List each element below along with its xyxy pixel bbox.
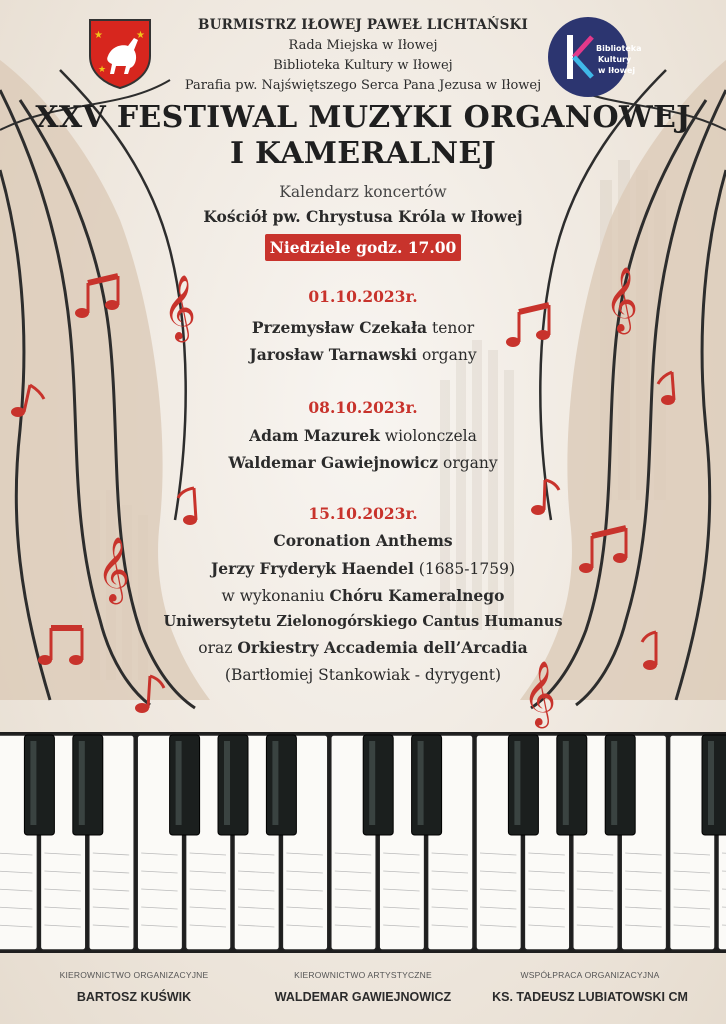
black-key xyxy=(363,735,393,835)
performer-line xyxy=(0,315,726,341)
treble-clef-icon: 𝄞 xyxy=(163,275,197,340)
footer-role-label: WSPÓŁPRACA ORGANIZACYJNA xyxy=(520,970,660,980)
black-key-highlight xyxy=(418,741,424,825)
program-bold: Coronation Anthems xyxy=(273,531,453,550)
performer-instrument: organy xyxy=(438,454,498,472)
performer-instrument: organy xyxy=(417,346,477,364)
footer-person-name: KS. TADEUSZ LUBIATOWSKI CM xyxy=(492,990,688,1004)
logo-text-line: w Iłowej xyxy=(598,66,636,75)
performer-name: Jarosław Tarnawski xyxy=(249,345,418,364)
logo-text-line: Biblioteka xyxy=(596,44,642,53)
black-key xyxy=(412,735,442,835)
program-line xyxy=(0,635,726,661)
black-key xyxy=(218,735,248,835)
black-key-highlight xyxy=(30,741,36,825)
program-rest: (Bartłomiej Stankowiak - dyrygent) xyxy=(224,666,502,684)
footer-person-name: BARTOSZ KUŚWIK xyxy=(76,990,192,1004)
footer-person-name: WALDEMAR GAWIEJNOWICZ xyxy=(274,990,452,1004)
treble-clef-icon: 𝄞 xyxy=(97,537,131,602)
black-key-highlight xyxy=(514,741,520,825)
program-rest: (1685-1759) xyxy=(413,560,516,578)
logo-text-line: Kultury xyxy=(598,55,632,64)
program-line xyxy=(0,662,726,688)
black-key-highlight xyxy=(79,741,85,825)
festival-title-line2: I KAMERALNEJ xyxy=(229,136,497,171)
program-prefix: oraz xyxy=(198,639,238,657)
treble-clef-icon: 𝄞 xyxy=(605,267,639,332)
black-key-highlight xyxy=(708,741,714,825)
performer-name: Adam Mazurek xyxy=(249,426,380,445)
black-key xyxy=(73,735,103,835)
program-prefix: w wykonaniu xyxy=(221,587,330,605)
treble-clef-icon: 𝄞 xyxy=(523,661,557,726)
time-badge: Niedziele godz. 17.00 xyxy=(265,234,461,261)
concert-date: 15.10.2023r. xyxy=(308,504,418,523)
program-line xyxy=(0,609,726,635)
program-line xyxy=(0,556,726,582)
black-key xyxy=(508,735,538,835)
program-bold: Orkiestry Accademia dell’Arcadia xyxy=(237,638,528,657)
organizer-parish: Parafia pw. Najświętszego Serca Pana Jezusa w Iłowej xyxy=(184,78,542,93)
footer-role-label: KIEROWNICTWO ARTYSTYCZNE xyxy=(294,970,432,980)
black-key-highlight xyxy=(611,741,617,825)
black-key xyxy=(266,735,296,835)
black-key-highlight xyxy=(176,741,182,825)
festival-title-line1: XXV FESTIWAL MUZYKI ORGANOWEJ xyxy=(35,100,691,135)
concert-date: 01.10.2023r. xyxy=(308,287,418,306)
performer-name: Waldemar Gawiejnowicz xyxy=(228,453,439,472)
black-key-highlight xyxy=(369,741,375,825)
organizer-mayor: BURMISTRZ IŁOWEJ PAWEŁ LICHTAŃSKI xyxy=(198,17,528,33)
organizer-council: Rada Miejska w Iłowej xyxy=(288,38,438,53)
footer-role-label: KIEROWNICTWO ORGANIZACYJNE xyxy=(59,970,209,980)
organizer-library: Biblioteka Kultury w Iłowej xyxy=(273,58,453,73)
program-line xyxy=(0,583,726,609)
svg-text:★: ★ xyxy=(98,65,107,75)
program-bold: Uniwersytetu Zielonogórskiego Cantus Humanus xyxy=(163,613,563,630)
performer-line xyxy=(0,450,726,476)
black-key-highlight xyxy=(224,741,230,825)
program-bold: Chóru Kameralnego xyxy=(329,586,505,605)
black-key xyxy=(170,735,200,835)
performer-line xyxy=(0,342,726,368)
black-key xyxy=(557,735,587,835)
program-bold: Jerzy Fryderyk Haendel xyxy=(210,559,414,578)
program-line xyxy=(0,528,726,554)
black-key xyxy=(605,735,635,835)
black-key-highlight xyxy=(563,741,569,825)
black-key xyxy=(24,735,54,835)
schedule-subtitle: Kalendarz koncertów xyxy=(279,183,447,201)
performer-line xyxy=(0,423,726,449)
concert-date: 08.10.2023r. xyxy=(308,398,418,417)
venue: Kościół pw. Chrystusa Króla w Iłowej xyxy=(203,207,523,226)
performer-instrument: wiolonczela xyxy=(379,427,477,445)
performer-instrument: tenor xyxy=(427,319,475,337)
svg-text:★: ★ xyxy=(136,30,145,41)
black-key-highlight xyxy=(272,741,278,825)
svg-text:★: ★ xyxy=(94,30,103,41)
performer-name: Przemysław Czekała xyxy=(251,318,428,337)
